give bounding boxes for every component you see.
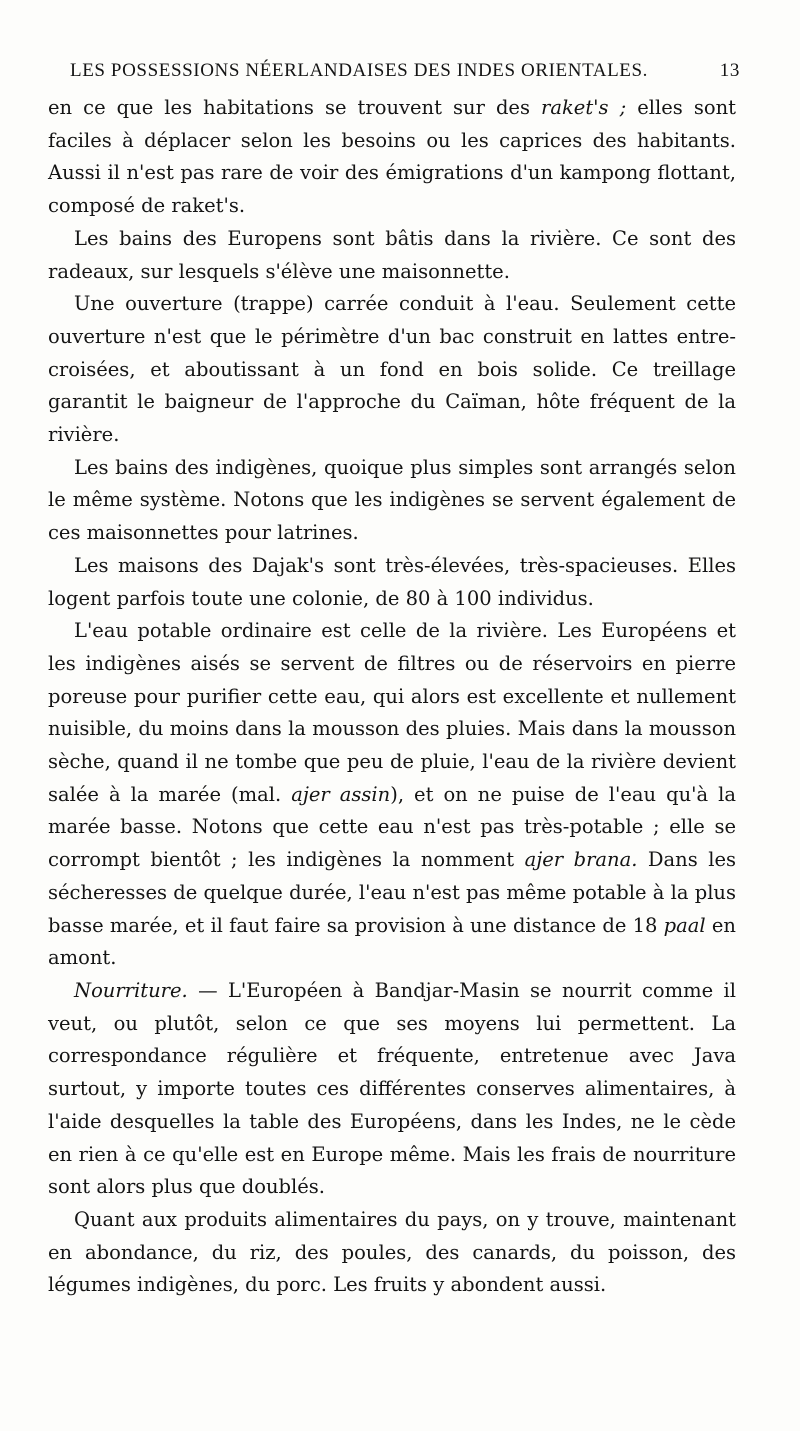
paragraph-maisons-dajak: Les maisons des Dajak's sont très-élevées, très-spacieuses. Elles logent parfois toute une colonie, de 80 à 100 individus. bbox=[48, 553, 736, 610]
text-run: L'eau potable ordinaire est celle de la rivière. Les Européens et les indigènes aisés se servent de filtres ou de réservoirs en pierre poreuse pour purifier cette eau, qui alors est excellente et nullement nuisible, du moins dans la mousson des pluies. Mais dans la mousson sèche, quand il ne tombe que peu de pluie, l'eau de la rivière devient salée à la marée (mal. bbox=[48, 619, 736, 806]
paragraph-bains-indigenes: Les bains des indigènes, quoique plus simples sont arrangés selon le même système. Notons que les indigènes se servent également de ces maisonnettes pour latrines. bbox=[48, 455, 736, 545]
paragraph-habitations bbox=[48, 92, 736, 223]
running-head bbox=[70, 56, 740, 86]
paragraph-produits-alimentaires: Quant aux produits alimentaires du pays, on y trouve, maintenant en abondance, du riz, des poules, des canards, du poisson, des légumes indigènes, du porc. Les fruits y abondent aussi. bbox=[48, 1207, 736, 1297]
italic-term: ajer brana. bbox=[524, 848, 638, 872]
text-run: — L'Européen à Bandjar-Masin se nourrit comme il veut, ou plutôt, selon ce que ses moyens lui permettent. La correspondance régulière et fréquente, entretenue avec Java surtout, y importe toutes ces différentes conserves alimentaires, à l'aide desquelles la table des Européens, dans les Indes, ne le cède en rien à ce qu'elle est en Europe même. Mais les frais de nourriture sont alors plus que doublés. bbox=[48, 978, 736, 1199]
italic-term: paal bbox=[663, 913, 706, 937]
text-run: Dans les sécheresses de quelque durée, l'eau n'est pas même potable à la plus basse marée, et il faut faire sa provision à une distance de 18 bbox=[48, 848, 736, 937]
text-run: en amont. bbox=[48, 913, 736, 970]
section-heading-nourriture: Nourriture. bbox=[74, 978, 188, 1002]
paragraph-eau-potable bbox=[48, 615, 736, 975]
page-number: 13 bbox=[719, 60, 740, 81]
text-run: en ce que les habitations se trouvent sur des bbox=[48, 96, 542, 119]
body-text bbox=[48, 92, 736, 1302]
text-run: ), et on ne puise de l'eau qu'à la marée basse. Notons que cette eau n'est pas très-potable ; elle se corrompt bientôt ; les indigènes la nomment bbox=[48, 782, 737, 872]
italic-term: ajer assin bbox=[291, 782, 391, 806]
paragraph-bains-europeens: Les bains des Europens sont bâtis dans la rivière. Ce sont des radeaux, sur lesquels s'élève une maisonnette. bbox=[48, 226, 736, 283]
paragraph-ouverture: Une ouverture (trappe) carrée conduit à l'eau. Seulement cette ouverture n'est que le périmètre d'un bac construit en lattes entre-croisées, et aboutissant à un fond en bois solide. Ce treillage garantit le baigneur de l'approche du Caïman, hôte fréquent de la rivière. bbox=[48, 292, 736, 447]
running-title: LES POSSESSIONS NÉERLANDAISES DES INDES ORIENTALES. bbox=[70, 60, 649, 81]
paragraph-nourriture bbox=[48, 975, 736, 1204]
text-run: elles sont faciles à déplacer selon les besoins ou les caprices des habitants. Aussi il n'est pas rare de voir des émigrations d'un kampong flottant, composé de raket's. bbox=[48, 96, 736, 218]
italic-term: raket's ; bbox=[541, 96, 627, 119]
